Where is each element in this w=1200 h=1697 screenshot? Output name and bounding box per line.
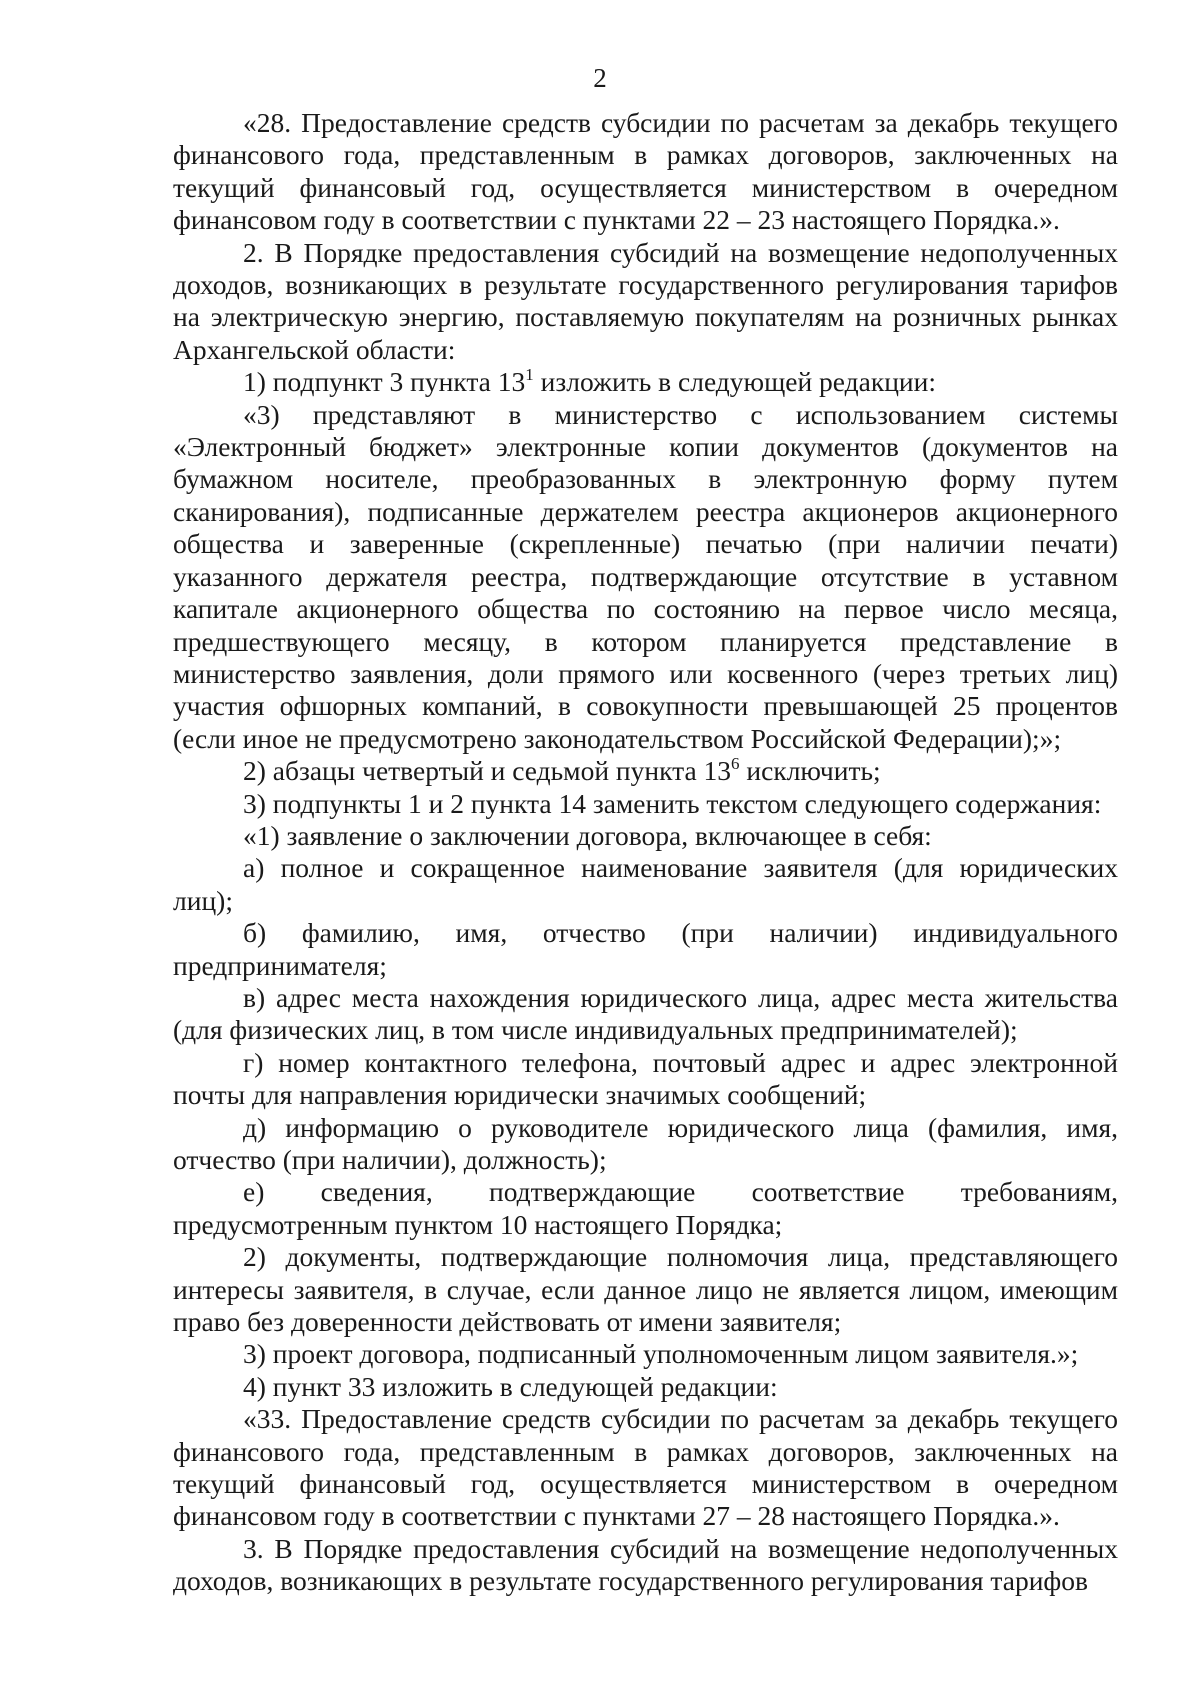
paragraph-text: исключить; <box>739 755 881 787</box>
paragraph: д) информацию о руководителе юридического лица (фамилия, имя, отчество (при наличии), должность); <box>173 1111 1118 1175</box>
paragraph: 2) документы, подтверждающие полномочия лица, представляющего интересы заявителя, в случае, если данное лицо не является лицом, имеющим право без доверенности действовать от имени заявителя; <box>173 1241 1118 1338</box>
paragraph: 2. В Порядке предоставления субсидий на возмещение недополученных доходов, возникающих в результате государственного регулирования тарифов на электрическую энергию, поставляемую покупателям на розничных рынках Архангельской области: <box>173 236 1118 365</box>
paragraph: 3) подпункты 1 и 2 пункта 14 заменить текстом следующего содержания: <box>243 787 1102 819</box>
paragraph-text: изложить в следующей редакции: <box>533 366 936 398</box>
paragraph: 3. В Порядке предоставления субсидий на возмещение недополученных доходов, возникающих в результате государственного регулирования тарифов <box>173 1532 1118 1597</box>
paragraph-text: 1) подпункт 3 пункта 13 <box>243 366 526 398</box>
paragraph: «3) представляют в министерство с использованием системы «Электронный бюджет» электронные копии документов (документов на бумажном носителе, преобразованных в электронную форму путем сканирования), подписанные держателем реестра акционеров акционерного общества и заверенные (скрепленные) печатью (при наличии печати) указанного держателя реестра, подтверждающие отсутствие в уставном капитале акционерного общества по состоянию на первое число месяца, предшествующего месяцу, в котором планируется представление в министерство заявления, доли прямого или косвенного (через третьих лиц) участия офшорных компаний, в совокупности превышающей 25 процентов (если иное не предусмотрено законодательством Российской Федерации);»; <box>173 398 1118 754</box>
paragraph: а) полное и сокращенное наименование заявителя (для юридических лиц); <box>173 852 1118 916</box>
paragraph: г) номер контактного телефона, почтовый адрес и адрес электронной почты для направления юридически значимых сообщений; <box>173 1046 1118 1111</box>
page-number: 2 <box>593 63 607 93</box>
superscript: 6 <box>731 754 740 774</box>
paragraph: е) сведения, подтверждающие соответствие требованиям, предусмотренным пунктом 10 настоящего Порядка; <box>173 1176 1118 1240</box>
paragraph <box>173 755 1118 787</box>
paragraph: 4) пункт 33 изложить в следующей редакции: <box>243 1370 778 1402</box>
paragraph-text: 2) абзацы четвертый и седьмой пункта 13 <box>243 755 732 787</box>
document-body <box>173 107 1118 1598</box>
paragraph: в) адрес места нахождения юридического лица, адрес места жительства (для физических лиц, в том числе индивидуальных предпринимателей); <box>173 981 1118 1046</box>
paragraph: б) фамилию, имя, отчество (при наличии) индивидуального предпринимателя; <box>173 917 1118 981</box>
paragraph: «33. Предоставление средств субсидии по расчетам за декабрь текущего финансового года, представленным в рамках договоров, заключенных на текущий финансовый год, осуществляется министерством в очередном финансовом году в соответствии с пунктами 27 – 28 настоящего Порядка.». <box>173 1403 1118 1532</box>
paragraph <box>173 366 1118 398</box>
superscript: 1 <box>525 365 534 385</box>
paragraph: «1) заявление о заключении договора, включающее в себя: <box>243 819 932 851</box>
paragraph: 3) проект договора, подписанный уполномоченным лицом заявителя.»; <box>243 1338 1079 1370</box>
paragraph: «28. Предоставление средств субсидии по расчетам за декабрь текущего финансового года, представленным в рамках договоров, заключенных на текущий финансовый год, осуществляется министерством в очередном финансовом году в соответствии с пунктами 22 – 23 настоящего Порядка.». <box>173 107 1118 236</box>
